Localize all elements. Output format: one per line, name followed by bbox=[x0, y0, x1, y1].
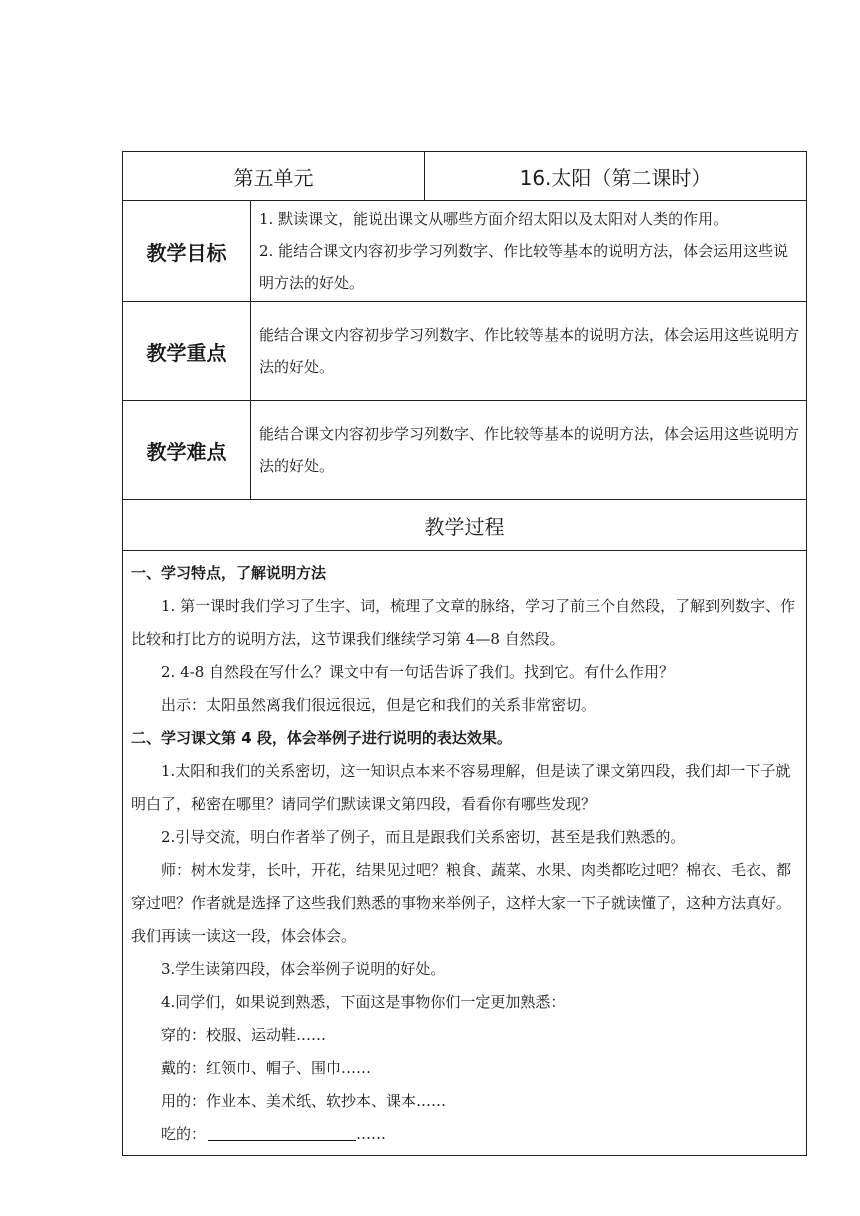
paragraph: 师：树木发芽，长叶，开花，结果见过吧？粮食、蔬菜、水果、肉类都吃过吧？棉衣、毛衣、都穿过吧？作者就是选择了这些我们熟悉的事物来举例子，这样大家一下子就读懂了，这种方法真好。我们再读一读这一段，体会体会。 bbox=[131, 861, 792, 945]
header-row bbox=[123, 152, 807, 201]
difficulties-content: 能结合课文内容初步学习列数字、作比较等基本的说明方法，体会运用这些说明方法的好处。 bbox=[251, 401, 807, 500]
paragraph: 2.引导交流，明白作者举了例子，而且是跟我们关系密切，甚至是我们熟悉的。 bbox=[161, 828, 686, 846]
difficulties-label: 教学难点 bbox=[123, 401, 251, 500]
unit-cell: 第五单元 bbox=[123, 152, 425, 201]
paragraph: 穿的：校服、运动鞋…… bbox=[161, 1026, 327, 1044]
process-title: 教学过程 bbox=[123, 500, 807, 551]
goals-content bbox=[251, 201, 807, 302]
section-heading: 二、学习课文第 4 段，体会举例子进行说明的表达效果。 bbox=[131, 729, 512, 747]
paragraph: 用的：作业本、美术纸、软抄本、课本…… bbox=[161, 1092, 447, 1110]
process-body-row bbox=[123, 551, 807, 1156]
key-points-row bbox=[123, 302, 807, 401]
paragraph: 4.同学们，如果说到熟悉，下面这是事物你们一定更加熟悉： bbox=[161, 993, 566, 1011]
key-points-label: 教学重点 bbox=[123, 302, 251, 401]
key-points-content: 能结合课文内容初步学习列数字、作比较等基本的说明方法，体会运用这些说明方法的好处。 bbox=[251, 302, 807, 401]
fill-in-suffix: …… bbox=[356, 1125, 387, 1143]
paragraph: 戴的：红领巾、帽子、围巾…… bbox=[161, 1059, 372, 1077]
section-heading: 一、学习特点，了解说明方法 bbox=[131, 564, 327, 582]
process-body bbox=[123, 551, 807, 1156]
goals-label: 教学目标 bbox=[123, 201, 251, 302]
paragraph: 出示：太阳虽然离我们很远很远，但是它和我们的关系非常密切。 bbox=[161, 696, 597, 714]
goals-row bbox=[123, 201, 807, 302]
lesson-plan-sheet bbox=[122, 151, 806, 1156]
lesson-title-cell: 16.太阳（第二课时） bbox=[425, 152, 807, 201]
goal-item: 2. 能结合课文内容初步学习列数字、作比较等基本的说明方法，体会运用这些说明方法的好处。 bbox=[259, 242, 789, 292]
paragraph: 1. 第一课时我们学习了生字、词，梳理了文章的脉络，学习了前三个自然段，了解到列数字、作比较和打比方的说明方法，这节课我们继续学习第 4—8 自然段。 bbox=[131, 597, 796, 648]
fill-in-blank bbox=[208, 1122, 356, 1141]
paragraph: 2. 4-8 自然段在写什么？课文中有一句话告诉了我们。找到它。有什么作用？ bbox=[161, 663, 675, 681]
fill-in-line bbox=[131, 1118, 798, 1151]
difficulties-row bbox=[123, 401, 807, 500]
paragraph: 1.太阳和我们的关系密切，这一知识点本来不容易理解，但是读了课文第四段，我们却一下子就明白了，秘密在哪里？请同学们默读课文第四段，看看你有哪些发现？ bbox=[131, 762, 791, 813]
paragraph: 3.学生读第四段，体会举例子说明的好处。 bbox=[161, 960, 446, 978]
lesson-plan-table bbox=[122, 151, 807, 1156]
fill-in-prefix: 吃的： bbox=[161, 1125, 207, 1143]
process-title-row bbox=[123, 500, 807, 551]
goal-item: 1. 默读课文，能说出课文从哪些方面介绍太阳以及太阳对人类的作用。 bbox=[259, 210, 729, 228]
